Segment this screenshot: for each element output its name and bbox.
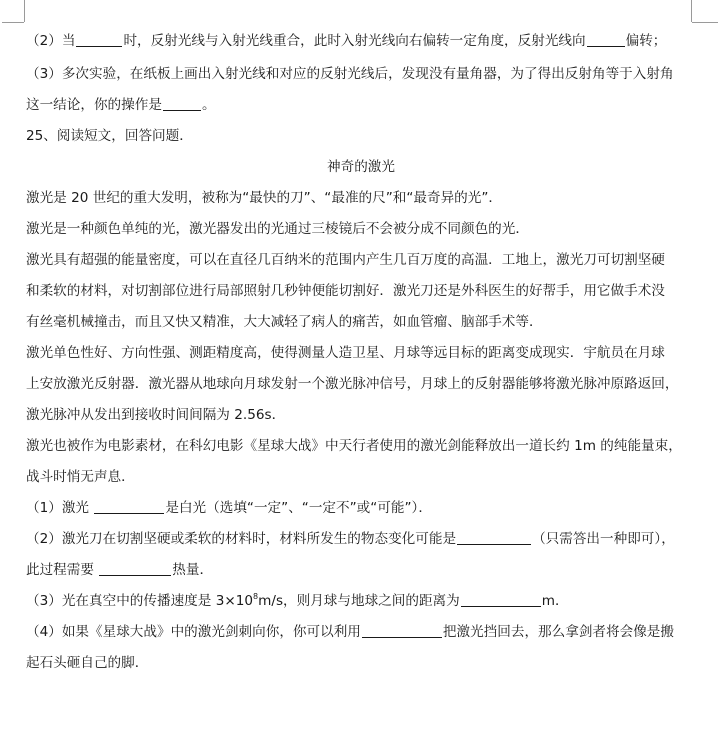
q24-sub3-line1: （3）多次实验，在纸板上画出入射光线和对应的反射光线后，发现没有量角器，为了得出反射角等于入射角 <box>26 66 674 82</box>
answer-blank <box>461 592 541 607</box>
answer-blank <box>99 561 171 576</box>
sub-question-3: （3）光在真空中的传播速度是 $3\times 10^8m/s$，则月球与地球之间的距离为 m． <box>26 592 569 609</box>
sub-question-4-line1: （4）如果《星球大战》中的激光剑刺向你，你可以利用 把激光挡回去，那么拿剑者将会像是搬 <box>26 624 674 640</box>
crop-mark-left-horizontal <box>2 22 24 23</box>
paragraph-2: 激光是一种颜色单纯的光，激光器发出的光通过三棱镜后不会被分成不同颜色的光． <box>26 221 529 237</box>
q24-sub3-line2: 这一结论，你的操作是 。 <box>26 97 216 113</box>
paragraph-3-line3: 有丝毫机械撞击，而且又快又精准，大大减轻了病人的痛苦，如血管瘤、脑部手术等． <box>26 314 543 330</box>
paragraph-1: 激光是 20 世纪的重大发明，被称为“最快的刀”、“最准的尺”和“最奇异的光”． <box>26 190 503 206</box>
crop-mark-right-horizontal <box>692 22 718 23</box>
crop-mark-right-vertical <box>691 0 692 22</box>
paragraph-5-line2: 战斗时悄无声息． <box>26 469 135 485</box>
sub-question-2-line1: （2）激光刀在切割坚硬或柔软的材料时，材料所发生的物态变化可能是 （只需答出一种即可）， <box>26 531 675 547</box>
paragraph-4-line3: 激光脉冲从发出到接收时间间隔为 2.56s． <box>26 407 286 423</box>
answer-blank <box>76 32 122 47</box>
paragraph-4-line1: 激光单色性好、方向性强、测距精度高，使得测量人造卫星、月球等远目标的距离变成现实．宇航员在月球 <box>26 345 665 361</box>
answer-blank <box>362 623 442 638</box>
answer-blank <box>94 499 164 514</box>
answer-blank <box>163 96 201 111</box>
paragraph-5-line1: 激光也被作为电影素材，在科幻电影《星球大战》中天行者使用的激光剑能释放出一道长约 1m 的纯能量束， <box>26 438 682 454</box>
paragraph-3-line1: 激光具有超强的能量密度，可以在直径几百纳米的范围内产生几百万度的高温．工地上，激光刀可切割坚硬 <box>26 252 665 268</box>
q25-intro: 25、阅读短文，回答问题． <box>26 128 193 144</box>
paragraph-3-line2: 和柔软的材料，对切割部位进行局部照射几秒钟便能切割好．激光刀还是外科医生的好帮手，用它做手术没 <box>26 283 665 299</box>
q24-sub2: （2）当 时，反射光线与入射光线重合，此时入射光线向右偏转一定角度，反射光线向 偏转； <box>26 33 667 49</box>
sub-question-2-line2: 此过程需要 热量． <box>26 562 214 578</box>
crop-mark-left-vertical <box>24 0 25 22</box>
answer-blank <box>457 530 531 545</box>
sub-question-4-line2: 起石头砸自己的脚． <box>26 655 149 671</box>
article-title: 神奇的激光 <box>327 159 395 175</box>
answer-blank <box>587 32 625 47</box>
paragraph-4-line2: 上安放激光反射器．激光器从地球向月球发射一个激光脉冲信号，月球上的反射器能够将激光脉冲原路返回， <box>26 376 679 392</box>
sub-question-1: （1）激光 是白光（选填“一定”、“一定不”或“可能”）． <box>26 500 432 516</box>
